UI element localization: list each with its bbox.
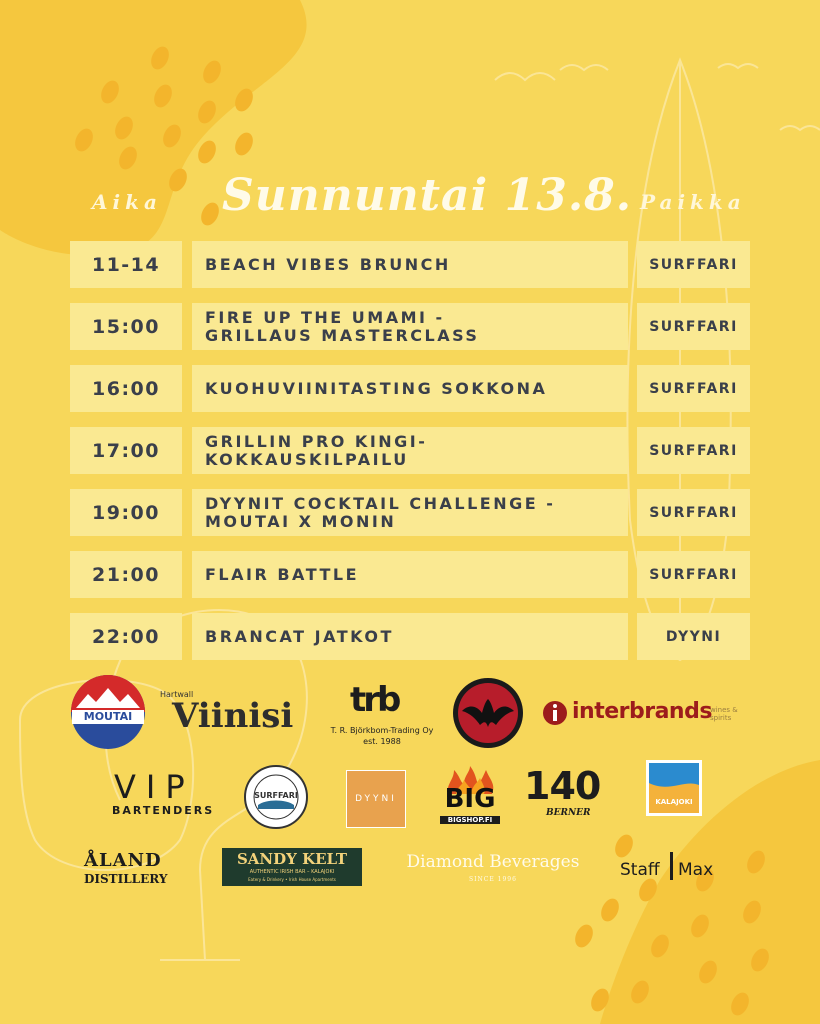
schedule-row	[70, 489, 750, 536]
schedule-row	[70, 241, 750, 288]
kalajoki-logo	[646, 760, 702, 816]
distillery-text: DISTILLERY	[84, 872, 168, 886]
hartwall-text: Hartwall	[160, 690, 194, 699]
event-time: 11-14	[70, 241, 182, 288]
schedule-row	[70, 427, 750, 474]
staffmax-max: Max	[678, 860, 714, 880]
event-name: BRANCAT JATKOT	[192, 613, 628, 660]
berner-text: BERNER	[546, 808, 591, 818]
dyyni-text: DYYNI	[355, 794, 397, 804]
page-title: Sunnuntai 13.8.	[222, 170, 633, 221]
big-text: BIG	[444, 784, 496, 814]
schedule-row	[70, 365, 750, 412]
event-time: 16:00	[70, 365, 182, 412]
event-time: 15:00	[70, 303, 182, 350]
staffmax-divider	[670, 852, 673, 880]
bigshop-logo	[440, 766, 500, 828]
place-column-label: Paikka	[640, 190, 746, 214]
event-name: DYYNIT COCKTAIL CHALLENGE - MOUTAI X MONIN	[192, 489, 628, 536]
schedule-row	[70, 303, 750, 350]
trb-company: T. R. Björkbom-Trading Oy	[330, 726, 434, 735]
dyyni-logo	[346, 770, 406, 828]
trb-logo	[320, 680, 440, 750]
sandy-kelt-sub2: Eatery & Drinkery • Irish House Apartments	[248, 877, 336, 882]
event-name: KUOHUVIINITASTING SOKKONA	[192, 365, 628, 412]
diamond-sub: SINCE 1996	[469, 876, 517, 883]
event-name: BEACH VIBES BRUNCH	[192, 241, 628, 288]
moutai-text: MOUTAI	[83, 710, 133, 723]
staffmax-staff: Staff	[620, 860, 660, 880]
aland-text: ÅLAND	[84, 850, 162, 871]
event-time: 19:00	[70, 489, 182, 536]
sandy-kelt-sub: AUTHENTIC IRISH BAR – KALAJOKI	[249, 869, 335, 875]
viinisi-logo	[160, 690, 310, 738]
vip-text: VIP	[114, 768, 195, 806]
berner-number: 140	[524, 764, 601, 808]
event-time: 21:00	[70, 551, 182, 598]
interbrands-icon	[542, 700, 568, 726]
bigshop-text: BIGSHOP.FI	[440, 816, 500, 824]
event-place: SURFFARI	[637, 365, 750, 412]
event-place: SURFFARI	[637, 551, 750, 598]
diamond-beverages-logo	[404, 852, 582, 886]
staffmax-logo	[620, 852, 730, 886]
kalajoki-text: KALAJOKI	[655, 798, 693, 806]
bartenders-text: BARTENDERS	[112, 804, 215, 817]
moutai-logo	[70, 674, 146, 750]
aland-distillery-logo	[84, 850, 174, 890]
surffari-logo	[244, 765, 308, 829]
schedule-header	[0, 170, 820, 230]
event-name: FLAIR BATTLE	[192, 551, 628, 598]
interbrands-text: interbrands	[572, 699, 712, 724]
event-name: GRILLIN PRO KINGI- KOKKAUSKILPAILU	[192, 427, 628, 474]
trb-est: est. 1988	[363, 737, 401, 746]
trb-mark: trb	[350, 680, 399, 720]
vip-bartenders-logo	[112, 768, 215, 820]
event-place: DYYNI	[637, 613, 750, 660]
event-time: 22:00	[70, 613, 182, 660]
event-place: SURFFARI	[637, 241, 750, 288]
sandy-kelt-logo	[222, 848, 362, 886]
berner-logo	[524, 764, 620, 822]
event-name: FIRE UP THE UMAMI - GRILLAUS MASTERCLASS	[192, 303, 628, 350]
surffari-text: SURFFARI	[254, 791, 298, 800]
interbrands-logo	[542, 696, 752, 732]
event-place: SURFFARI	[637, 303, 750, 350]
sandy-kelt-text: SANDY KELT	[236, 850, 348, 868]
interbrands-sub: wines & spirits	[710, 706, 738, 722]
event-place: SURFFARI	[637, 489, 750, 536]
event-place: SURFFARI	[637, 427, 750, 474]
event-time: 17:00	[70, 427, 182, 474]
bacardi-logo	[452, 677, 524, 749]
diamond-text: Diamond Beverages	[406, 852, 580, 872]
viinisi-text: Viinisi	[172, 696, 294, 736]
time-column-label: Aika	[92, 190, 162, 214]
schedule-row	[70, 551, 750, 598]
schedule-row	[70, 613, 750, 660]
